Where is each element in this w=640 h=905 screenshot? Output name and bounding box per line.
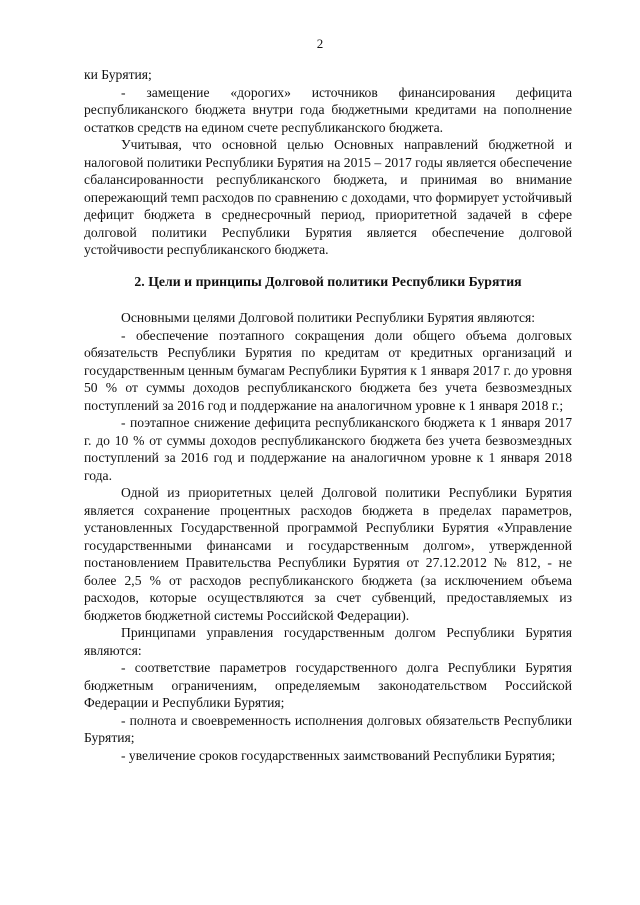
paragraph: ки Бурятия;	[84, 67, 152, 82]
paragraph: - обеспечение поэтапного сокращения доли общего объема долговых обязательств Республики Бурятия по кредитам от кредитных организаций и государственным ценным бумагам Республики Бурятия к 1 января 2017 г. до уровня 50 % от суммы доходов республиканского бюджета без учета безвозмездных поступлений за 2016 год и поддержание на аналогичном уровне к 1 января 2018 г.;	[84, 327, 572, 413]
document-body	[84, 66, 572, 764]
paragraph: Основными целями Долговой политики Республики Бурятия являются:	[121, 310, 536, 325]
paragraph: Принципами управления государственным долгом Республики Бурятия являются:	[84, 625, 572, 658]
paragraph: - увеличение сроков государственных заимствований Республики Бурятия;	[121, 747, 556, 763]
paragraph: - замещение «дорогих» источников финансирования дефицита республиканского бюджета внутри года бюджетными кредитами на пополнение остатков средств на едином счете республиканского бюджета.	[84, 84, 572, 135]
paragraph: Учитывая, что основной целью Основных направлений бюджетной и налоговой политики Республики Бурятия на 2015 – 2017 годы является обеспечение сбалансированности республиканского бюджета, и принимая во внимание опережающий темп расходов по сравнению с доходами, что формирует устойчивый дефицит бюджета в среднесрочный период, приоритетной задачей в сфере долговой политики Республики Бурятия является обеспечение долговой устойчивости республиканского бюджета.	[84, 137, 572, 257]
paragraph: - полнота и своевременность исполнения долговых обязательств Республики Бурятия;	[84, 712, 572, 745]
paragraph: - поэтапное снижение дефицита республиканского бюджета к 1 января 2017 г. до 10 % от суммы доходов республиканского бюджета без учета безвозмездных поступлений за 2016 год и поддержание на аналогичном уровне к 1 января 2018 года.	[84, 415, 572, 483]
page-number: 2	[316, 36, 324, 51]
paragraph: - соответствие параметров государственного долга Республики Бурятия бюджетным ограничениям, определяемым законодательством Российской Федерации и Республики Бурятия;	[84, 660, 572, 710]
paragraph: Одной из приоритетных целей Долговой политики Республики Бурятия является сохранение процентных расходов бюджета в пределах параметров, установленных Государственной программой Республики Бурятия «Управление государственными финансами и государственным долгом», утвержденной постановлением Правительства Республики Бурятия от 27.12.2012 № 812, - не более 2,5 % от расходов республиканского бюджета (за исключением объема расходов, которые осуществляются за счет субвенций, предоставляемых из бюджетов бюджетной системы Российской Федерации).	[84, 485, 572, 623]
section-heading: 2. Цели и принципы Долговой политики Республики Бурятия	[134, 273, 522, 289]
